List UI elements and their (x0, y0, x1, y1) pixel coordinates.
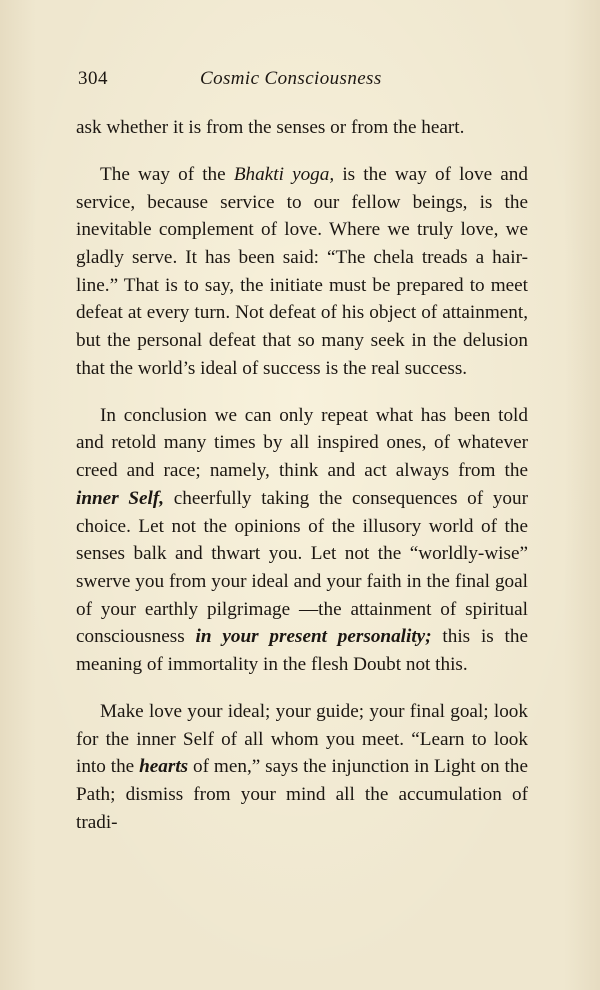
paragraph (76, 698, 528, 837)
paragraph (76, 114, 528, 142)
text-run: ask whether it is from the senses or from the heart. (76, 117, 465, 138)
text-run: this is the meaning of immortality in the flesh Doubt not this. (76, 626, 528, 676)
text-run: cheerfully taking the consequences of your choice. Let not the opinions of the illusory world of the senses balk and thwart you. Let not the “worldly-wise” swerve you from your ideal and your faith in the final goal of your earthly pilgrimage —the attainment of spiritual consciousness (76, 487, 528, 648)
paragraph (76, 161, 528, 383)
emphasis-text: in your present personality; (195, 626, 432, 648)
emphasis-text: hearts (139, 756, 189, 778)
emphasis-text: inner Self, (76, 487, 165, 509)
paragraph (76, 402, 528, 679)
emphasis-text: Bhakti yoga, (233, 163, 335, 185)
text-run: The way of the (100, 163, 234, 185)
body-text (76, 114, 528, 856)
page-header (78, 68, 528, 98)
text-run: Make love your ideal; your guide; your final goal; look for the inner Self of all whom you meet. “Learn to look into the (76, 700, 528, 778)
text-run: is the way of love and service, because service to our fellow beings, is the inevitable complement of love. Where we truly love, we gladly serve. It has been said: “The chela treads a hair-line.” That is to say, the initiate must be prepared to meet defeat at every turn. Not defeat of his object of attainment, but the personal defeat that so many seek in the delusion that the world’s ideal of success is the real success. (76, 163, 528, 379)
text-run: of men,” says the injunction in Light on the Path; dismiss from your mind all the accumulation of tradi- (76, 756, 528, 833)
text-run: In conclusion we can only repeat what has been told and retold many times by all inspired ones, of whatever creed and race; namely, think and act always from the (76, 404, 528, 482)
running-title: Cosmic Consciousness (200, 68, 382, 89)
page-number: 304 (78, 68, 108, 89)
